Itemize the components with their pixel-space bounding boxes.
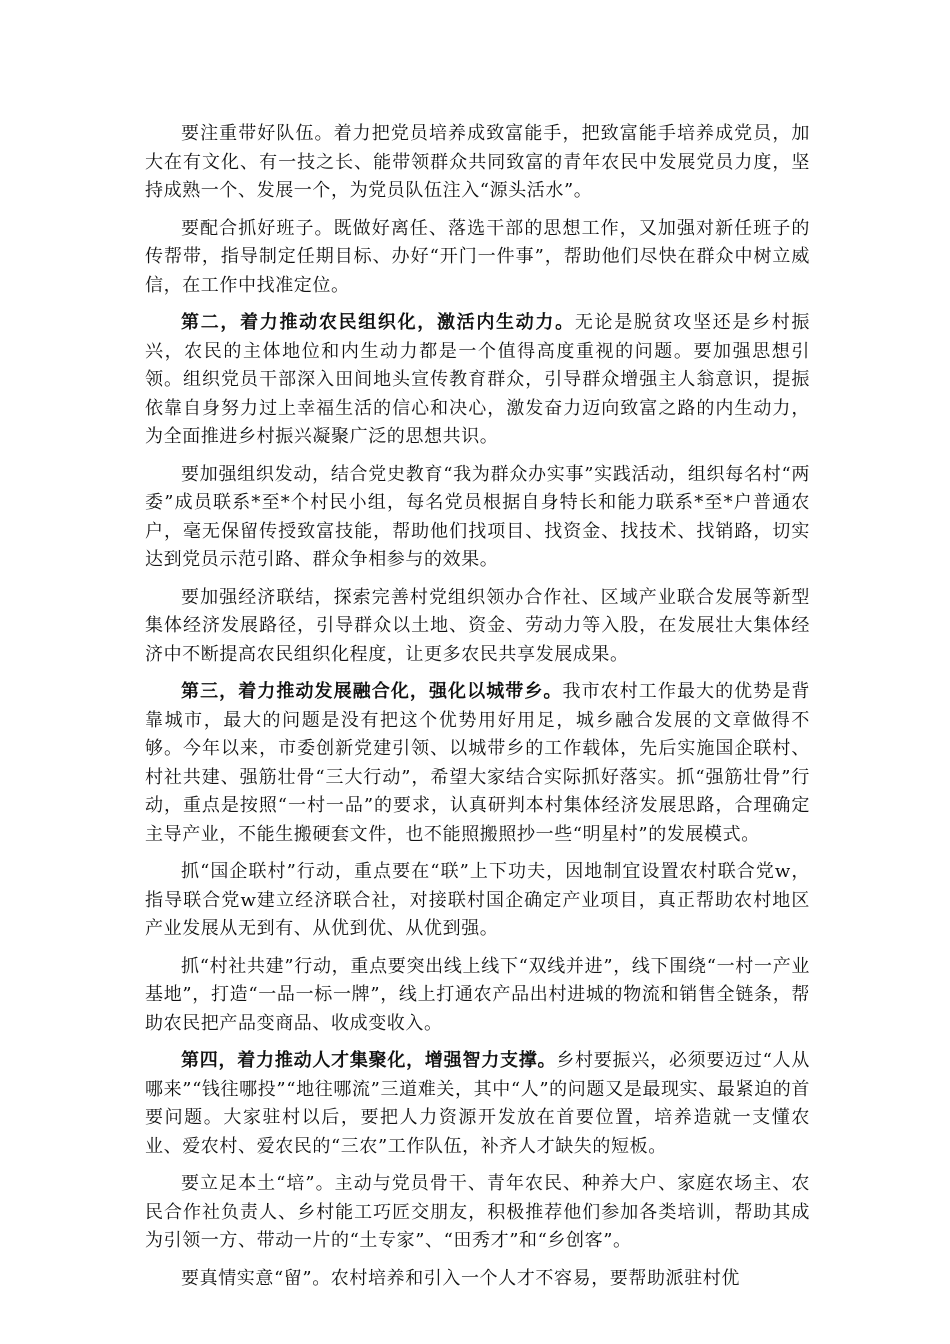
paragraph-lead: 第二，着力推动农民组织化，激活内生动力。: [181, 312, 575, 333]
paragraph-3: [145, 309, 810, 452]
paragraph-9: [145, 1047, 810, 1161]
paragraph-2: [145, 215, 810, 301]
paragraph-text: 要注重带好队伍。着力把党员培养成致富能手，把致富能手培养成党员，加大在有文化、有一技之长、能带领群众共同致富的青年农民中发展党员力度，坚持成熟一个、发展一个，为党员队伍注入“源头活水”。: [145, 123, 810, 201]
paragraph-text: 要配合抓好班子。既做好离任、落选干部的思想工作，又加强对新任班子的传帮带，指导制定任期目标、办好“开门一件事”，帮助他们尽快在群众中树立威信，在工作中找准定位。: [145, 217, 810, 296]
paragraph-text: 要加强经济联结，探索完善村党组织领办合作社、区域产业联合发展等新型集体经济发展路径，引导群众以土地、资金、劳动力等入股，在发展壮大集体经济中不断提高农民组织化程度，让更多农民共享发展成果。: [145, 586, 810, 665]
paragraph-1: [145, 120, 810, 206]
paragraph-text: 无论是脱贫攻坚还是乡村振兴，农民的主体地位和内生动力都是一个值得高度重视的问题。要加强思想引领。组织党员干部深入田间地头宣传教育群众，引导群众增强主人翁意识，提振依靠自身努力过上幸福生活的信心和决心，激发奋力迈向致富之路的内生动力，为全面推进乡村振兴凝聚广泛的思想共识。: [145, 312, 811, 447]
paragraph-text: 我市农村工作最大的优势是背靠城市，最大的问题是没有把这个优势用好用足，城乡融合发展的文章做得不够。今年以来，市委创新党建引领、以城带乡的工作载体，先后实施国企联村、村社共建、强筋壮骨“三大行动”，希望大家结合实际抓好落实。抓“强筋壮骨”行动，重点是按照“一村一品”的要求，认真研判本村集体经济发展思路，合理确定主导产业，不能生搬硬套文件，也不能照搬照抄一些“明星村”的发展模式。: [145, 681, 810, 845]
paragraph-text: 乡村要振兴，必须要迈过“人从哪来”“钱往哪投”“地往哪流”三道难关，其中“人”的问题又是最现实、最紧迫的首要问题。大家驻村以后，要把人力资源开发放在首要位置，培养造就一支懂农业、爱农村、爱农民的“三农”工作队伍，补齐人才缺失的短板。: [145, 1050, 810, 1157]
paragraph-text: 要真情实意“留”。农村培养和引入一个人才不容易，要帮助派驻村优: [181, 1267, 741, 1289]
paragraph-text: 要加强组织发动，结合党史教育“我为群众办实事”实践活动，组织每名村“两委”成员联系*至*个村民小组，每名党员根据自身特长和能力联系*至*户普通农户，毫无保留传授致富技能，帮助他们找项目、找资金、找技术、找销路，切实达到党员示范引路、群众争相参与的效果。: [145, 463, 810, 570]
paragraph-8: [145, 953, 810, 1039]
paragraph-text: 抓“村社共建”行动，重点要突出线上线下“双线并进”，线下围绕“一村一产业基地”，打造“一品一标一牌”，线上打通农产品出村进城的物流和销售全链条，帮助农民把产品变商品、收成变收入。: [145, 955, 810, 1034]
paragraph-10: [145, 1170, 810, 1256]
paragraph-4: [145, 461, 810, 575]
paragraph-6: [145, 678, 810, 849]
paragraph-lead: 第三，着力推动发展融合化，强化以城带乡。: [181, 681, 563, 702]
paragraph-lead: 第四，着力推动人才集聚化，增强智力支撑。: [181, 1050, 557, 1071]
document-body: [145, 120, 810, 1302]
paragraph-11: [145, 1265, 810, 1294]
paragraph-5: [145, 584, 810, 670]
paragraph-7: [145, 858, 810, 944]
paragraph-text: 要立足本土“培”。主动与党员骨干、青年农民、种养大户、家庭农场主、农民合作社负责人、乡村能工巧匠交朋友，积极推荐他们参加各类培训，帮助其成为引领一方、带动一片的“土专家”、“田秀才”和“乡创客”。: [145, 1173, 810, 1251]
paragraph-text: 抓“国企联村”行动，重点要在“联”上下功夫，因地制宜设置农村联合党w，指导联合党w建立经济联合社，对接联村国企确定产业项目，真正帮助农村地区产业发展从无到有、从优到优、从优到强。: [145, 861, 810, 939]
